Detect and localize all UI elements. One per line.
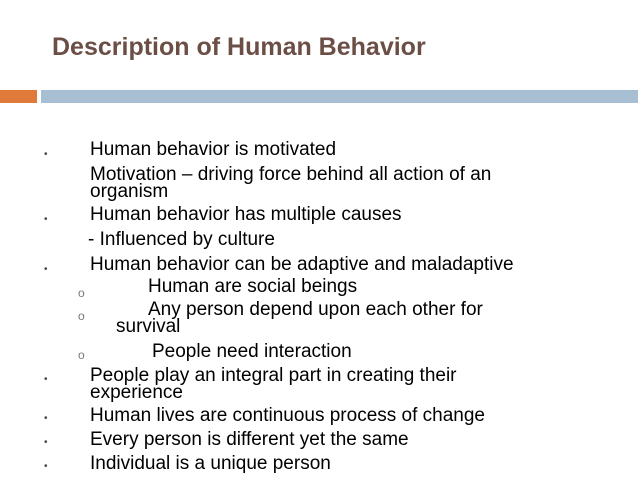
list-item: Human are social beings	[148, 276, 358, 297]
bullet-marker: •	[44, 413, 48, 424]
slide-title: Description of Human Behavior	[52, 33, 426, 61]
bullet-marker: •	[44, 214, 48, 225]
list-item: Motivation – driving force behind all action of an	[90, 164, 492, 185]
bullet-marker: •	[44, 264, 48, 275]
list-item: People need interaction	[152, 341, 352, 362]
list-item: Any person depend upon each other for	[148, 299, 483, 320]
list-item: Human behavior is motivated	[90, 139, 337, 160]
list-item: Human behavior has multiple causes	[90, 204, 402, 225]
list-item: organism	[90, 181, 169, 202]
list-item: - Influenced by culture	[88, 229, 275, 250]
bullet-marker: •	[44, 149, 48, 160]
list-item: Every person is different yet the same	[90, 429, 409, 450]
bullet-marker: •	[44, 461, 48, 472]
sub-bullet-marker: o	[78, 286, 85, 300]
list-item: Human behavior can be adaptive and maladaptive	[90, 254, 514, 275]
sub-bullet-marker: o	[78, 348, 85, 362]
bullet-marker: •	[44, 437, 48, 448]
bullet-marker: •	[44, 374, 48, 385]
list-item: People play an integral part in creating their	[90, 365, 457, 386]
list-item: experience	[90, 382, 183, 403]
list-item: Individual is a unique person	[90, 453, 331, 474]
list-item: Human lives are continuous process of change	[90, 405, 486, 426]
sub-bullet-marker: o	[78, 309, 85, 323]
list-item: survival	[116, 316, 181, 337]
